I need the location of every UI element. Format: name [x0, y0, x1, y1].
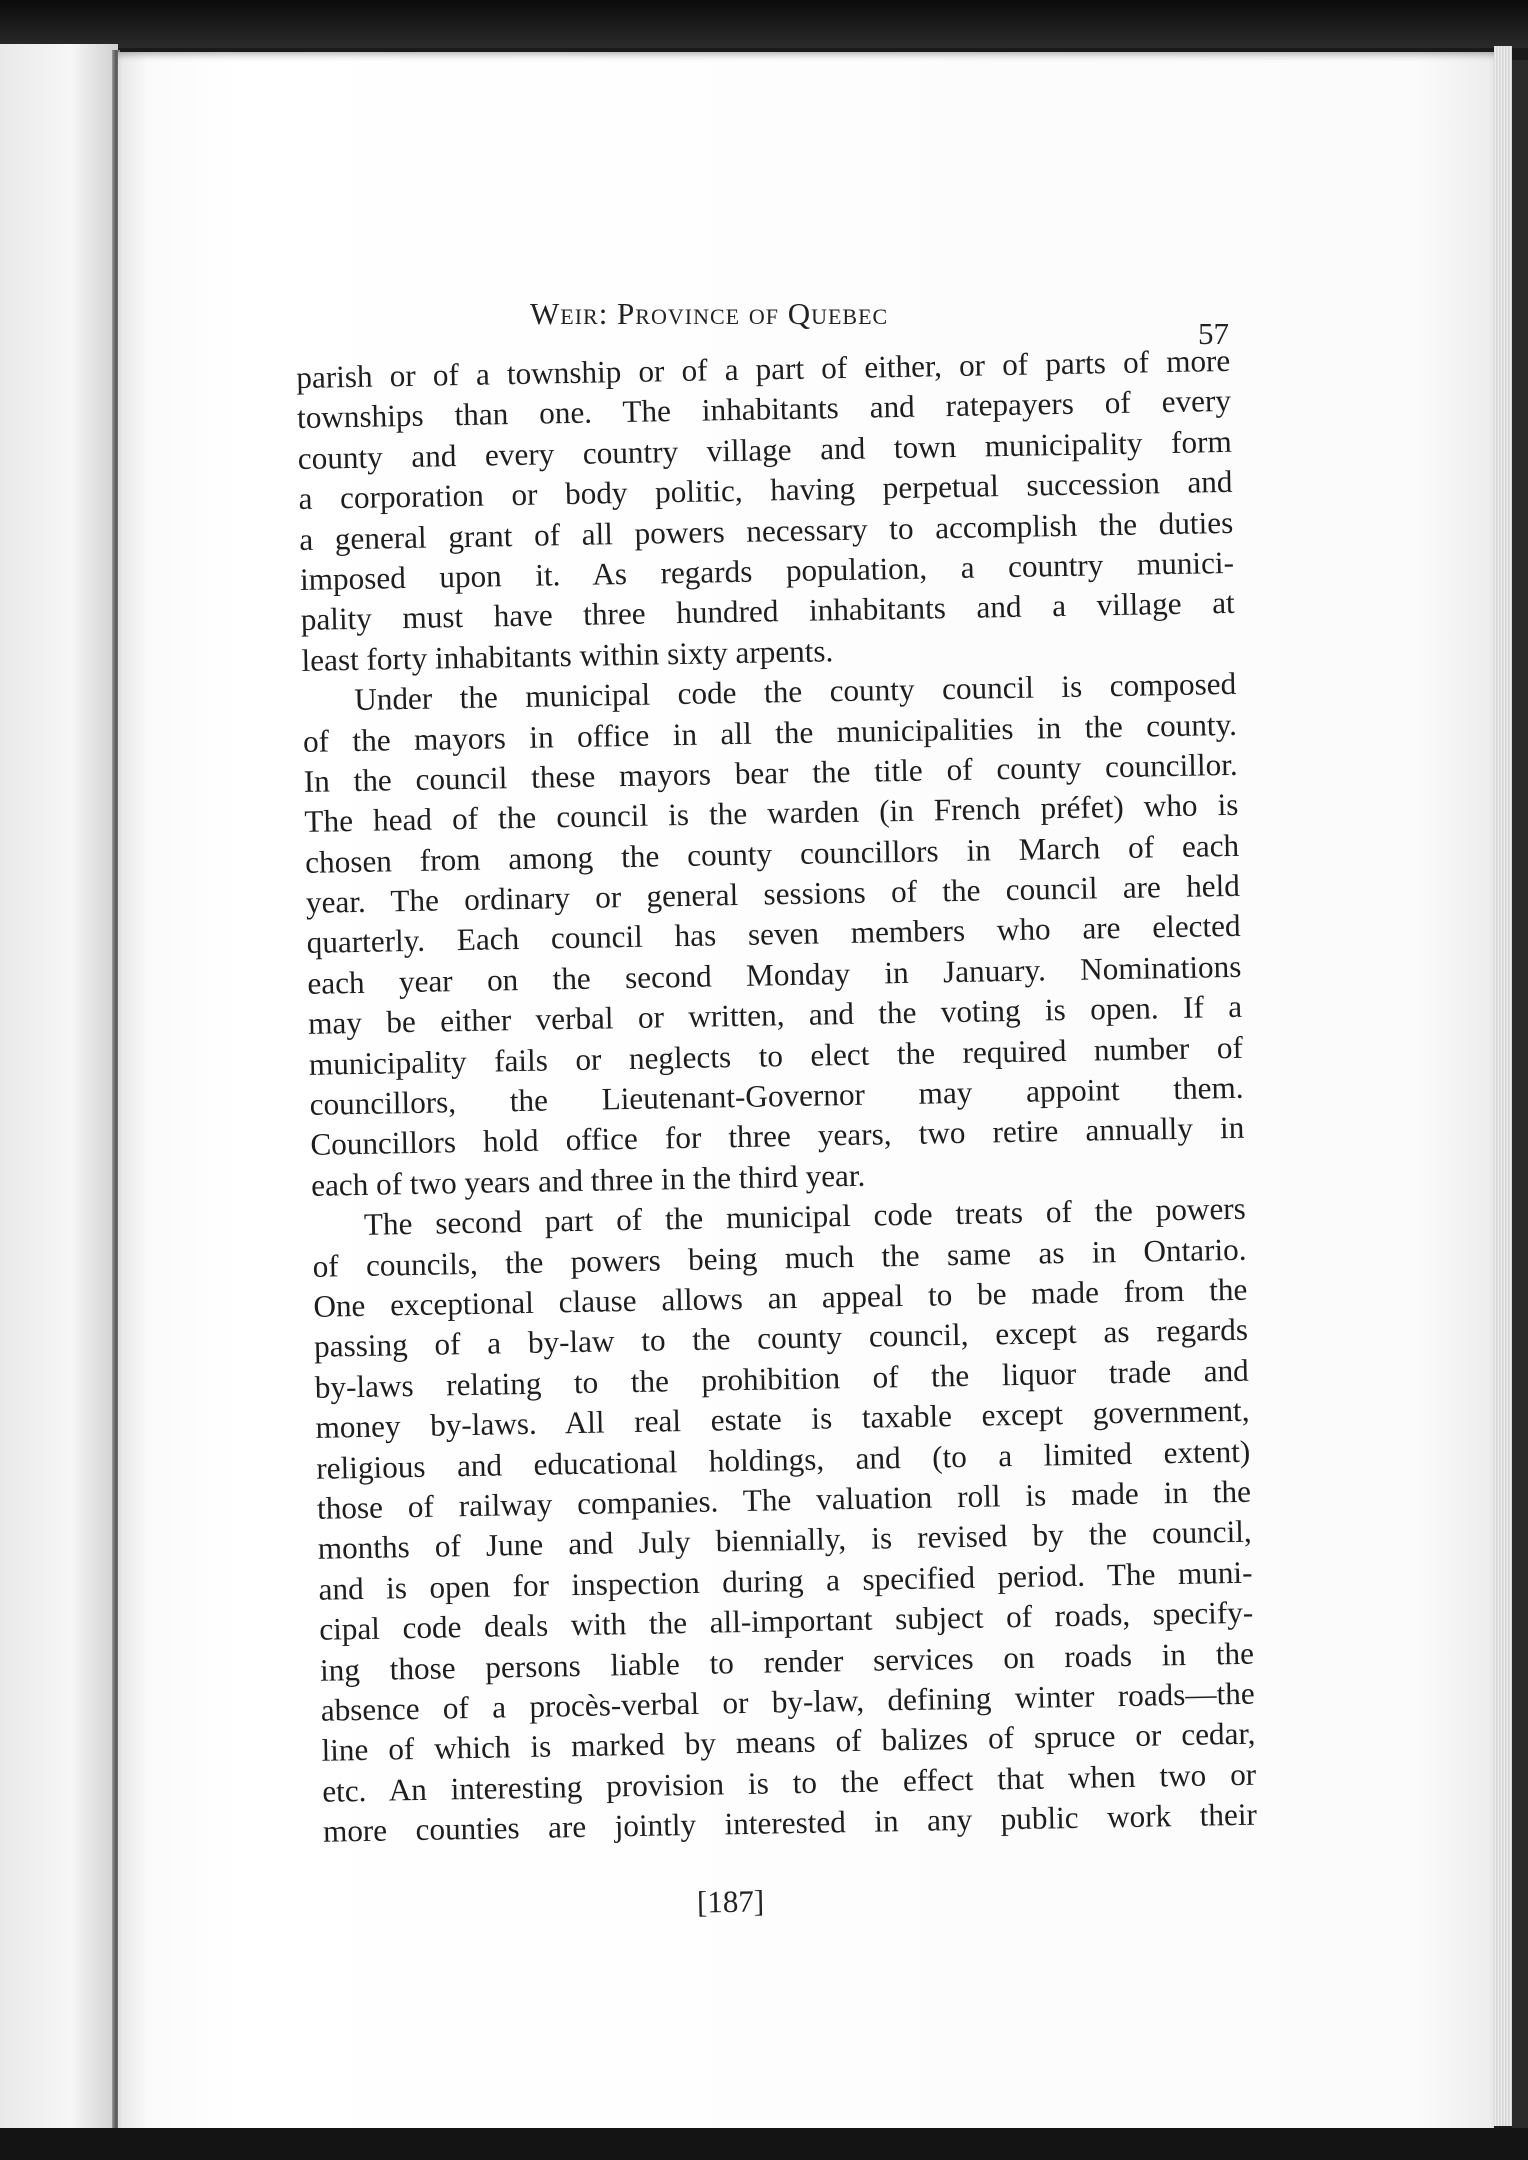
- text-line: line of which is marked by means of balizes of spruce or cedar,: [321, 1715, 1256, 1769]
- text-line: year. The ordinary or general sessions of the council are held: [305, 867, 1241, 920]
- text-line: by-laws relating to the prohibition of the liquor trade and: [314, 1352, 1250, 1405]
- text-line: Councillors hold office for three years, two retire annually in: [310, 1110, 1245, 1163]
- text-line: each of two years and three in the third year.: [310, 1157, 866, 1203]
- body-text: [296, 341, 1257, 1852]
- text-line: Under the municipal code the county council is composed: [353, 665, 1237, 718]
- text-line: etc. An interesting provision is to the effect that when two or: [321, 1756, 1257, 1809]
- text-line: parish or of a township or of a part of either, or of parts of more: [296, 342, 1231, 395]
- scan-bottom-edge: [0, 2128, 1528, 2160]
- text-line: The second part of the municipal code treats of the powers: [363, 1190, 1247, 1243]
- text-line: more counties are jointly interested in any public work their: [322, 1796, 1258, 1849]
- text-line: municipality fails or neglects to elect the required number of: [308, 1029, 1244, 1082]
- text-line: of the mayors in office in all the municipalities in the county.: [302, 706, 1238, 759]
- text-line: The head of the council is the warden (in French préfet) who is: [304, 787, 1239, 840]
- text-line: pality must have three hundred inhabitants and a village at: [300, 585, 1235, 638]
- scan-top-edge: [0, 0, 1528, 48]
- text-line: absence of a procès-verbal or by-law, defining winter roads—the: [320, 1675, 1255, 1728]
- text-line: each year on the second Monday in January. Nominations: [307, 948, 1242, 1001]
- facing-page-edge: [0, 44, 118, 2134]
- text-line: ing those persons liable to render services on roads in the: [319, 1635, 1255, 1688]
- text-line: chosen from among the county councillors in March of each: [304, 827, 1240, 880]
- text-line: imposed upon it. As regards population, a country munici-: [299, 544, 1235, 597]
- text-line: may be either verbal or written, and the voting is open. If a: [307, 989, 1243, 1042]
- book-cover-edge: [1512, 60, 1528, 2130]
- text-line: One exceptional clause allows an appeal to be made from the: [313, 1271, 1248, 1324]
- text-line: townships than one. The inhabitants and ratepayers of every: [296, 383, 1232, 436]
- page-stack-edge: [1494, 46, 1512, 2126]
- text-line: months of June and July biennially, is revised by the council,: [317, 1514, 1252, 1567]
- text-line: religious and educational holdings, and (to a limited extent): [316, 1433, 1251, 1486]
- text-line: passing of a by-law to the county council, except as regards: [313, 1312, 1249, 1365]
- text-line: In the council these mayors bear the title of county councillor.: [303, 746, 1238, 799]
- text-line: councillors, the Lieutenant-Governor may appoint them.: [309, 1069, 1244, 1122]
- text-line: a general grant of all powers necessary to accomplish the duties: [298, 504, 1234, 557]
- text-line: those of railway companies. The valuation roll is made in the: [316, 1473, 1252, 1526]
- text-line: and is open for inspection during a specified period. The muni-: [318, 1554, 1253, 1607]
- text-line: money by-laws. All real estate is taxable except government,: [315, 1392, 1250, 1445]
- text-line: least forty inhabitants within sixty arpents.: [301, 632, 834, 678]
- text-line: of councils, the powers being much the same as in Ontario.: [312, 1231, 1247, 1284]
- text-line: county and every country village and town municipality form: [297, 423, 1233, 476]
- running-head: Weir: Province of Quebec: [530, 296, 889, 331]
- text-line: a corporation or body politic, having perpetual succession and: [298, 464, 1233, 517]
- text-line: quarterly. Each council has seven members who are elected: [306, 908, 1241, 961]
- original-page-number: [187]: [696, 1883, 765, 1920]
- page-number: 57: [1198, 316, 1229, 351]
- text-line: cipal code deals with the all-important subject of roads, specify-: [318, 1594, 1254, 1647]
